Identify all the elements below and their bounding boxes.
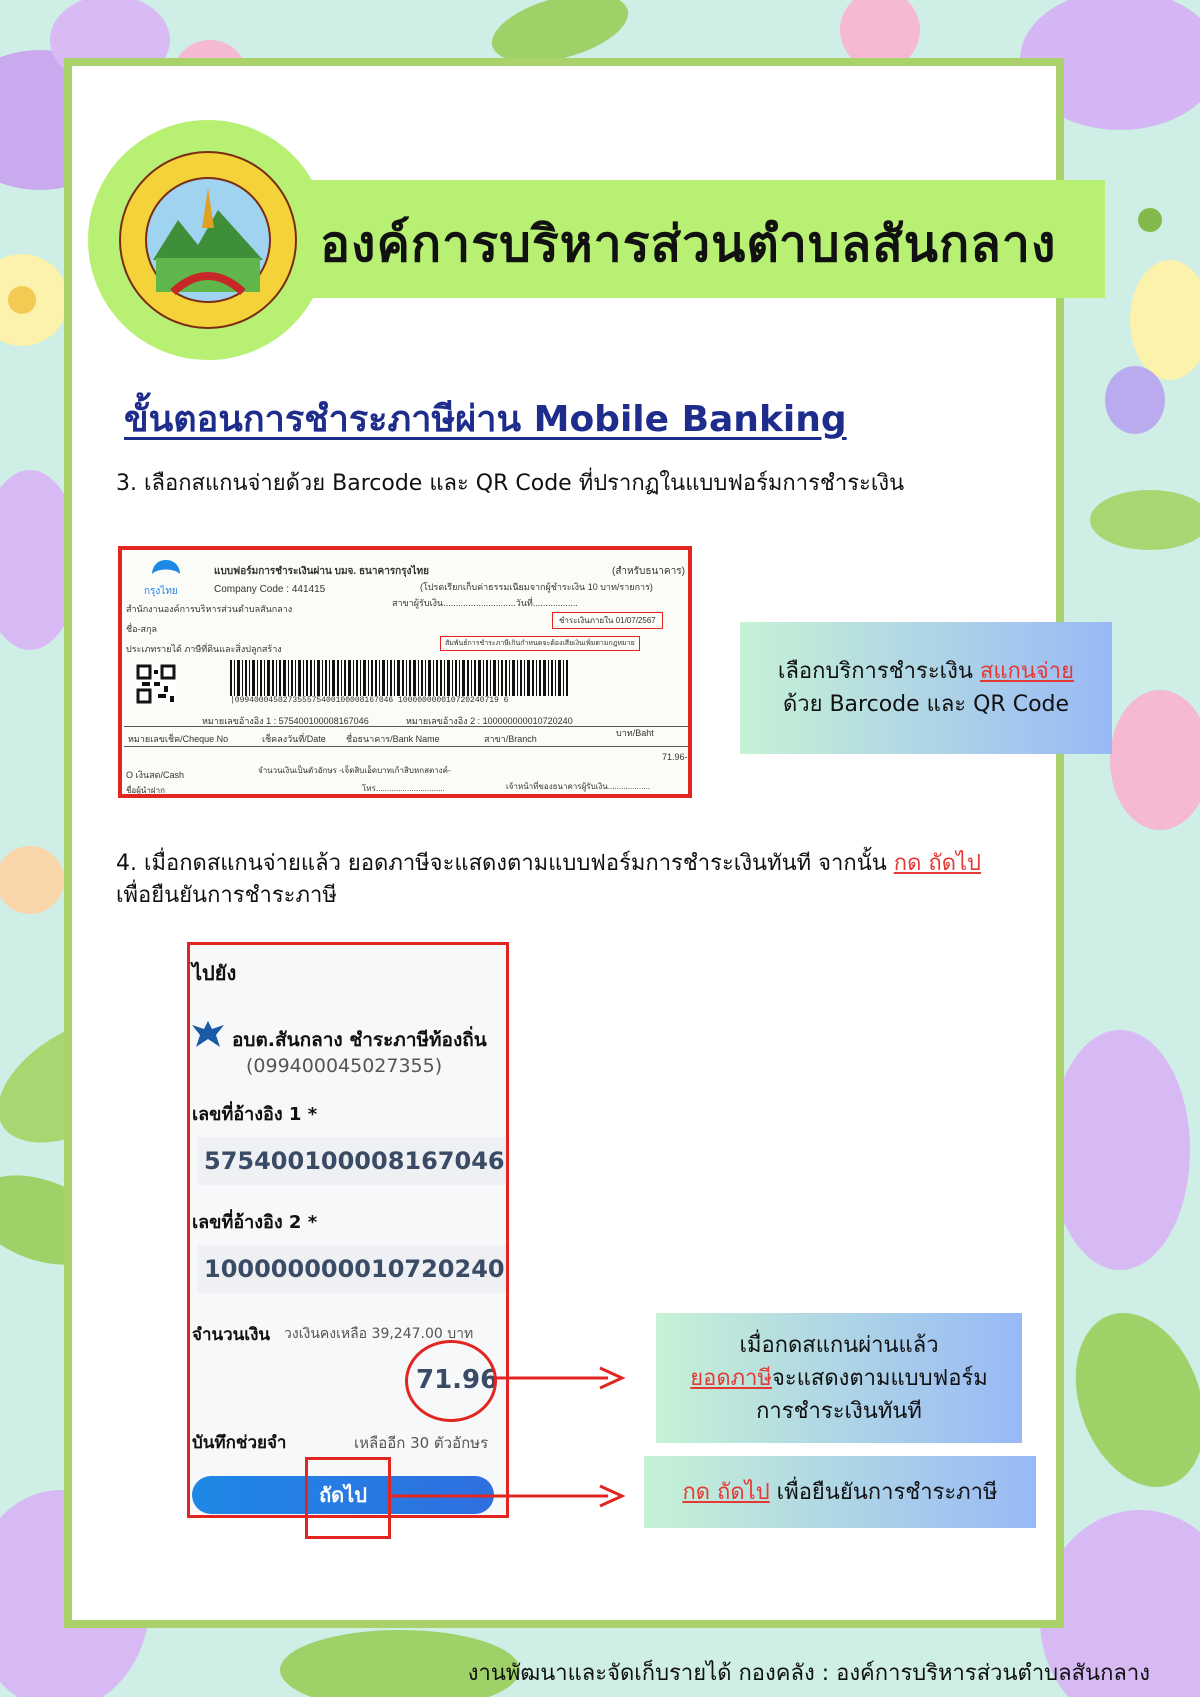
callout1-link: สแกนจ่าย bbox=[979, 659, 1075, 684]
callout2-line1: เมื่อกดสแกนผ่านแล้ว bbox=[739, 1332, 939, 1358]
bill-cash: O เงินสด/Cash bbox=[126, 770, 184, 780]
step4-text bbox=[116, 848, 981, 912]
next-button[interactable]: ถัดไป bbox=[192, 1476, 494, 1514]
next-highlight-box bbox=[305, 1457, 391, 1539]
ref2-value: 100000000010720240 bbox=[204, 1255, 505, 1283]
barcode-icon bbox=[230, 660, 570, 696]
balance-text: วงเงินคงเหลือ 39,247.00 บาท bbox=[284, 1326, 474, 1342]
callout-amount-shown bbox=[656, 1313, 1022, 1443]
callout-press-next bbox=[644, 1456, 1036, 1528]
callout2-line3: การชำระเงินทันที bbox=[756, 1398, 922, 1424]
bill-due: ชำระเงินภายใน 01/07/2567 bbox=[552, 612, 663, 629]
section-title: ขั้นตอนการชำระภาษีผ่าน Mobile Banking bbox=[124, 399, 847, 440]
bill-tax-type: ประเภทรายได้ ภาษีที่ดินและสิ่งปลูกสร้าง bbox=[126, 644, 282, 654]
to-label: ไปยัง bbox=[192, 961, 237, 985]
arrow-to-callout2-icon bbox=[496, 1366, 626, 1390]
bill-col-cheque: หมายเลขเช็ค/Cheque No bbox=[128, 734, 229, 744]
amount-value: 71.96 bbox=[416, 1365, 499, 1395]
bill-col-date: เช็คลงวันที่/Date bbox=[262, 734, 326, 744]
bill-payer: ชื่อผู้นำฝาก bbox=[126, 786, 165, 795]
bill-ref1: หมายเลขอ้างอิง 1 : 575400100008167046 bbox=[202, 716, 369, 726]
bill-bank: กรุงไทย bbox=[144, 586, 178, 597]
step4-line2: เพื่อยืนยันการชำระภาษี bbox=[116, 883, 337, 908]
step3-text: 3. เลือกสแกนจ่ายด้วย Barcode และ QR Code ที่ปรากฏในแบบฟอร์มการชำระเงิน bbox=[116, 471, 905, 496]
step4-line1: 4. เมื่อกดสแกนจ่ายแล้ว ยอดภาษีจะแสดงตามแบบฟอร์มการชำระเงินทันที จากนั้น bbox=[116, 851, 894, 876]
callout3-link: กด ถัดไป bbox=[682, 1479, 770, 1505]
callout1-prefix: เลือกบริการชำระเงิน bbox=[777, 659, 980, 684]
payee-id: (099400045027355) bbox=[246, 1055, 443, 1077]
amount-label: จำนวนเงิน bbox=[192, 1325, 271, 1345]
mobile-banking-screenshot bbox=[187, 942, 509, 1518]
bill-company-code: Company Code : 441415 bbox=[214, 584, 326, 595]
ref2-label: เลขที่อ้างอิง 2 * bbox=[192, 1212, 318, 1233]
bill-amount-words: จำนวนเงินเป็นตัวอักษร -เจ็ดสิบเอ็ดบาทเก้าสิบหกสตางค์- bbox=[258, 766, 451, 775]
organization-logo bbox=[118, 150, 298, 330]
bill-warning: สัมพันธ์การชำระภาษีเกินกำหนดจะต้องเสียเงินเพิ่มตามกฎหมาย bbox=[440, 636, 640, 651]
ref1-label: เลขที่อ้างอิง 1 * bbox=[192, 1104, 318, 1125]
callout2-line2 bbox=[656, 1362, 1022, 1395]
bill-barcode-number: |099400045027355575400100008167046 100000000010720240719 6 bbox=[230, 696, 509, 705]
callout2-link: ยอดภาษี bbox=[690, 1365, 773, 1391]
payment-form-image bbox=[118, 546, 692, 798]
ref1-value: 575400100008167046 bbox=[204, 1147, 505, 1175]
callout3-line bbox=[644, 1476, 1036, 1509]
bill-for-bank: (สำหรับธนาคาร) bbox=[612, 566, 685, 577]
bill-phone: โทร............................... bbox=[362, 784, 445, 793]
arrow-to-callout3-icon bbox=[392, 1484, 626, 1508]
krungthai-logo-icon bbox=[148, 558, 184, 584]
memo-label: บันทึกช่วยจำ bbox=[192, 1433, 287, 1453]
bill-fee-note: (โปรดเรียกเก็บค่าธรรมเนียมจากผู้ชำระเงิน 10 บาท/รายการ) bbox=[420, 582, 653, 592]
bill-name-label: ชื่อ-สกุล bbox=[126, 624, 157, 634]
amount-highlight-circle bbox=[405, 1340, 497, 1422]
callout1-line1 bbox=[740, 655, 1112, 688]
bill-form-title: แบบฟอร์มการชำระเงินผ่าน บมจ. ธนาคารกรุงไทย bbox=[214, 566, 429, 577]
callout3-rest: เพื่อยืนยันการชำระภาษี bbox=[769, 1479, 998, 1505]
payee-name: อบต.สันกลาง ชำระภาษีท้องถิ่น bbox=[232, 1029, 487, 1051]
memo-remaining: เหลืออีก 30 ตัวอักษร bbox=[354, 1434, 489, 1452]
callout-scan-pay bbox=[740, 622, 1112, 754]
garuda-icon bbox=[190, 1017, 226, 1051]
bill-col-bank: ชื่อธนาคาร/Bank Name bbox=[346, 734, 440, 744]
callout1-line2: ด้วย Barcode และ QR Code bbox=[782, 692, 1070, 717]
bill-ref2: หมายเลขอ้างอิง 2 : 100000000010720240 bbox=[406, 716, 573, 726]
bill-amount: 71.96- bbox=[662, 752, 688, 762]
bill-col-branch: สาขา/Branch bbox=[484, 734, 537, 744]
bill-branch: สาขาผู้รับเงิน.............................วันที่.................. bbox=[392, 598, 578, 608]
footer-text: งานพัฒนาและจัดเก็บรายได้ กองคลัง : องค์การบริหารส่วนตำบลสันกลาง bbox=[467, 1661, 1150, 1686]
callout2-line2-rest: จะแสดงตามแบบฟอร์ม bbox=[772, 1365, 988, 1391]
bill-col-baht: บาท/Baht bbox=[616, 728, 654, 738]
step4-link: กด ถัดไป bbox=[893, 851, 982, 876]
org-title: องค์การบริหารส่วนตำบลสันกลาง bbox=[320, 215, 1057, 273]
bill-officer: เจ้าหน้าที่ของธนาคารผู้รับเงิน................... bbox=[506, 782, 650, 791]
bill-office: สำนักงานองค์การบริหารส่วนตำบลสันกลาง bbox=[126, 604, 293, 614]
qr-code-icon bbox=[136, 664, 176, 704]
